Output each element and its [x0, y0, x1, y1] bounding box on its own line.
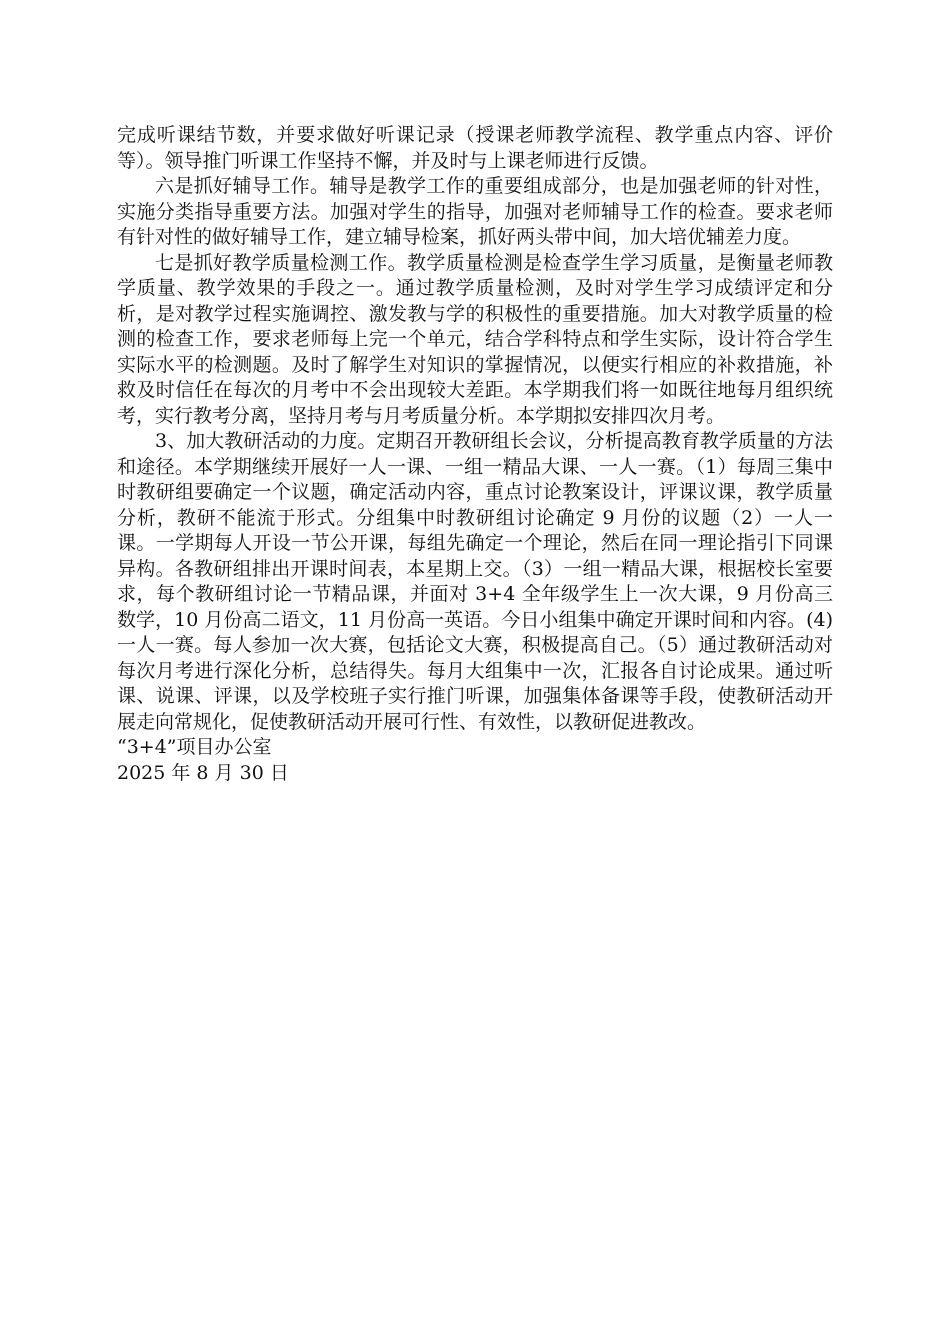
paragraph-quality-testing: 七是抓好教学质量检测工作。教学质量检测是检查学生学习质量，是衡量老师教学质量、教学效果的手段之一。通过教学质量检测，及时对学生学习成绩评定和分析，是对教学过程实施调控、激发教与学的积极性的重要措施。加大对教学质量的检测的检查工作，要求老师每上完一个单元，结合学科特点和学生实际，设计符合学生实际水平的检测题。及时了解学生对知识的掌握情况，以便实行相应的补救措施，补救及时信任在每次的月考中不会出现较大差距。本学期我们将一如既往地每月组织统考，实行教考分离，坚持月考与月考质量分析。本学期拟安排四次月考。: [117, 251, 833, 427]
document-body: [117, 123, 833, 786]
paragraph-teaching-research: 3、加大教研活动的力度。定期召开教研组长会议，分析提高教育教学质量的方法和途径。本学期继续开展好一人一课、一组一精品大课、一人一赛。（1）每周三集中时教研组要确定一个议题，确定活动内容，重点讨论教案设计，评课议课，教学质量分析，教研不能流于形式。分组集中时教研组讨论确定 9 月份的议题（2）一人一课。一学期每人开设一节公开课，每组先确定一个理论，然后在同一理论指引下同课异构。各教研组排出开课时间表，本星期上交。（3）一组一精品大课，根据校长室要求，每个教研组讨论一节精品课，并面对 3+4 全年级学生上一次大课，9 月份高三数学，10 月份高二语文，11 月份高一英语。今日小组集中确定开课时间和内容。(4)一人一赛。每人参加一次大赛，包括论文大赛，积极提高自己。（5）通过教研活动对每次月考进行深化分析，总结得失。每月大组集中一次，汇报各自讨论成果。通过听课、说课、评课，以及学校班子实行推门听课，加强集体备课等手段，使教研活动开展走向常规化，促使教研活动开展可行性、有效性，以教研促进教改。: [117, 430, 833, 733]
paragraph-listening-records: 完成听课结节数，并要求做好听课记录（授课老师教学流程、教学重点内容、评价等）。领导推门听课工作坚持不懈，并及时与上课老师进行反馈。: [117, 124, 833, 172]
signature-date: 2025 年 8 月 30 日: [117, 761, 289, 784]
paragraph-tutoring-work: 六是抓好辅导工作。辅导是教学工作的重要组成部分，也是加强老师的针对性，实施分类指导重要方法。加强对学生的指导，加强对老师辅导工作的检查。要求老师有针对性的做好辅导工作，建立辅导检案，抓好两头带中间，加大培优辅差力度。: [117, 175, 833, 248]
signature-organization: “3+4”项目办公室: [117, 736, 272, 758]
